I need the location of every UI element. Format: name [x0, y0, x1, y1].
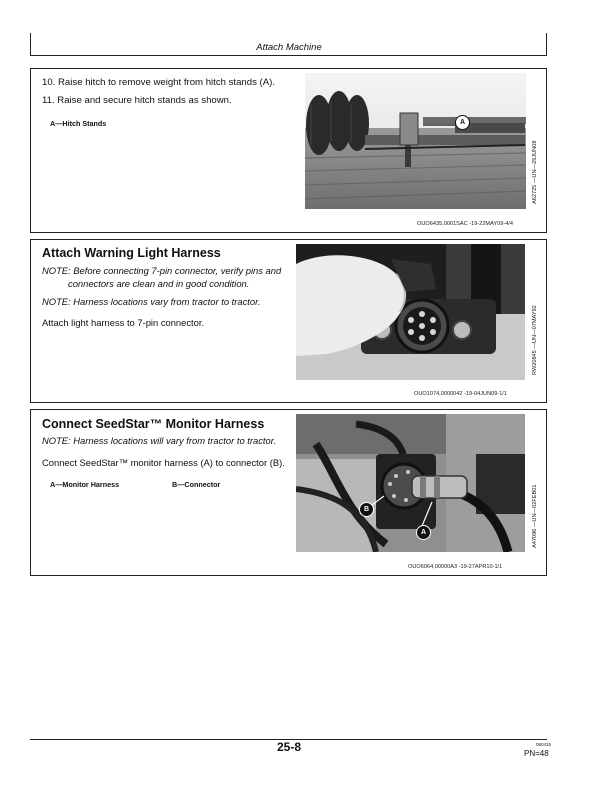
- section3-reference-code: OUO6064,00000A3 -19-27APR10-1/1: [408, 564, 503, 570]
- legend-connector: B—Connector: [172, 480, 221, 489]
- footer-pn: PN=48: [524, 749, 549, 758]
- section3-left-rule: [30, 409, 31, 575]
- section1-left-rule: [30, 68, 31, 232]
- section3-bottom-rule: [30, 575, 547, 576]
- section1-right-rule: [546, 68, 547, 232]
- section2-left-rule: [30, 239, 31, 402]
- callout-a-hitch-stands: A: [455, 115, 470, 130]
- section3-note: NOTE: Harness locations will vary from tractor to tractor.: [42, 435, 277, 446]
- section2-bottom-rule: [30, 402, 547, 403]
- section2-top-rule: [30, 239, 547, 240]
- section1-top-rule: [30, 68, 547, 69]
- section3-image-code: A47096 —UN—02FEB01: [532, 484, 538, 548]
- section2-right-rule: [546, 239, 547, 402]
- monitor-harness-photo: [296, 414, 525, 552]
- hitch-stands-photo: [305, 73, 526, 209]
- section2-note2: NOTE: Harness locations vary from tractor to tractor.: [42, 296, 261, 307]
- section3-title: Connect SeedStar™ Monitor Harness: [42, 417, 265, 431]
- legend-hitch-stands: A—Hitch Stands: [50, 119, 107, 128]
- section2-reference-code: OUO1074,0000042 -19-04JUN09-1/1: [414, 391, 507, 397]
- section3-top-rule: [30, 409, 547, 410]
- section3-body: Connect SeedStar™ monitor harness (A) to connector (B).: [42, 457, 285, 468]
- step-10: 10. Raise hitch to remove weight from hitch stands (A).: [42, 77, 276, 88]
- section2-note1-line2: connectors are clean and in good condition.: [68, 278, 250, 289]
- section1-image-code: A62725 —UN—25JUN08: [532, 140, 538, 204]
- section2-title: Attach Warning Light Harness: [42, 246, 221, 260]
- section2-body: Attach light harness to 7-pin connector.: [42, 317, 205, 328]
- section1-reference-code: OUO6435,0001SAC -19-22MAY09-4/4: [417, 221, 513, 227]
- callout-a-monitor-harness: A: [416, 525, 431, 540]
- section1-bottom-rule: [30, 232, 547, 233]
- page-header-title: Attach Machine: [256, 42, 322, 53]
- header-bottom-rule: [30, 55, 547, 56]
- legend-monitor-harness: A—Monitor Harness: [50, 480, 120, 489]
- section2-image-code: RW20845 —UN—07MAY92: [532, 305, 538, 375]
- footer-small-code: 060415: [536, 742, 552, 747]
- step-11: 11. Raise and secure hitch stands as shown.: [42, 95, 232, 106]
- section3-right-rule: [546, 409, 547, 575]
- seven-pin-connector-photo: [296, 244, 525, 380]
- page-number: 25-8: [276, 740, 302, 754]
- callout-b-connector: B: [359, 502, 374, 517]
- section2-note1-line1: NOTE: Before connecting 7-pin connector, verify pins and: [42, 265, 282, 276]
